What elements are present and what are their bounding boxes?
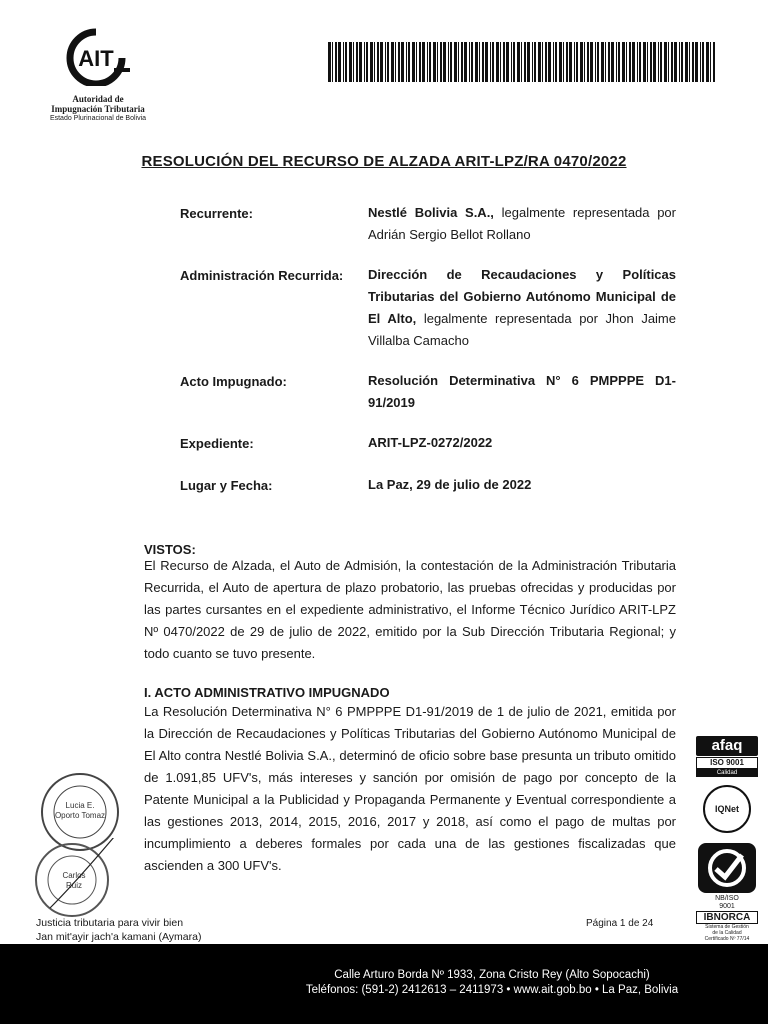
document-title: RESOLUCIÓN DEL RECURSO DE ALZADA ARIT-LPZ/RA 0470/2022	[141, 153, 627, 170]
calidad-badge: Calidad	[696, 769, 758, 777]
nb-iso: NB/ISO	[715, 895, 739, 902]
admin-label: Administración Recurrida:	[180, 268, 344, 283]
svg-text:Oporto Tomaz: Oporto Tomaz	[54, 811, 106, 820]
address-line: Calle Arturo Borda Nº 1933, Zona Cristo Rey (Alto Sopocachi)	[334, 969, 650, 981]
expediente-value: ARIT-LPZ-0272/2022	[368, 435, 493, 450]
official-stamp-2	[30, 838, 114, 928]
authority-line2: Impugnación Tributaria	[51, 104, 145, 114]
system-label: Sistema de Gestión	[705, 924, 749, 930]
iso-badge: ISO 9001	[696, 757, 758, 769]
certifications	[696, 736, 758, 942]
authority-line1: Autoridad de	[72, 94, 124, 104]
nb-iso-num: 9001	[719, 903, 735, 910]
authority-name	[38, 94, 158, 124]
ibnorca-label: IBNORCA	[696, 911, 758, 924]
certificate-number: Certificado Nº 77/14	[704, 936, 750, 942]
expediente-label: Expediente:	[180, 436, 254, 451]
svg-text:Carlos: Carlos	[62, 871, 86, 880]
ait-logo	[56, 28, 136, 86]
page-number: Página 1 de 24	[586, 918, 654, 929]
lugar-label: Lugar y Fecha:	[180, 478, 273, 493]
section1-heading: I. ACTO ADMINISTRATIVO IMPUGNADO	[144, 685, 390, 700]
vistos-text: El Recurso de Alzada, el Auto de Admisión, la contestación de la Administración Tributaria Recurrida, el Auto de apertura de plazo probatorio, las pruebas ofrecidas y producidas por las partes cursantes en el expediente administrativo, el Informe Técnico Jurídico ARIT-LPZ Nº 0470/2022 de 29 de julio de 2022, emitido por la Sub Dirección Tributaria Regional; y todo cuanto se tuvo presente.	[144, 558, 676, 661]
recurrente-label: Recurrente:	[180, 206, 253, 221]
barcode	[328, 42, 716, 82]
iqnet-logo: IQNet	[703, 785, 751, 833]
motto-line: Justicia tributaria para vivir bien	[36, 917, 184, 929]
system-label-2: de la Calidad	[712, 930, 742, 936]
ibnorca-mark	[698, 843, 756, 893]
acto-label: Acto Impugnado:	[180, 374, 287, 389]
footer-address	[262, 968, 722, 998]
svg-text:Lucia E.: Lucia E.	[65, 801, 95, 810]
svg-text:Ruiz: Ruiz	[65, 881, 83, 890]
motto-line: Jan mit'ayir jach'a kamani (Aymara)	[36, 931, 202, 943]
lugar-value: La Paz, 29 de julio de 2022	[368, 477, 532, 492]
acto-value: Resolución Determinativa N° 6 PMPPPE D1-91/2019	[368, 373, 676, 410]
svg-text:AIT: AIT	[78, 46, 114, 71]
contact-line: Teléfonos: (591-2) 2412613 – 2411973 • www.ait.gob.bo • La Paz, Bolivia	[305, 984, 679, 996]
recurrente-value: Nestlé Bolivia S.A., legalmente representada por Adrián Sergio Bellot Rollano	[368, 205, 676, 242]
section1-text: La Resolución Determinativa N° 6 PMPPPE D1-91/2019 de 1 de julio de 2021, emitida por la Dirección de Recaudaciones y Políticas Tributarias del Gobierno Autónomo Municipal de El Alto contra Nestlé Bolivia S.A., determinó de oficio sobre base presunta un tributo omitido de 1.091,85 UFV's, más intereses y sanción por omisión de pago por concepto de la Patente Municipal a la Publicidad y Propaganda Permanente y Eventual correspondiente a las gestiones 2013, 2014, 2015, 2016, 2017 y 2018, así como el pago de multas por incumplimiento a deberes formales por cada una de las gestiones fiscalizadas que ascienden a 300 UFV's.	[144, 704, 676, 873]
vistos-heading: VISTOS:	[144, 542, 196, 557]
authority-line3: Estado Plurinacional de Bolivia	[49, 115, 147, 122]
afaq-logo: afaq	[696, 736, 758, 756]
admin-value: Dirección de Recaudaciones y Políticas Tributarias del Gobierno Autónomo Municipal de El Alto, legalmente representada por Jhon Jaime Villalba Camacho	[368, 267, 676, 348]
